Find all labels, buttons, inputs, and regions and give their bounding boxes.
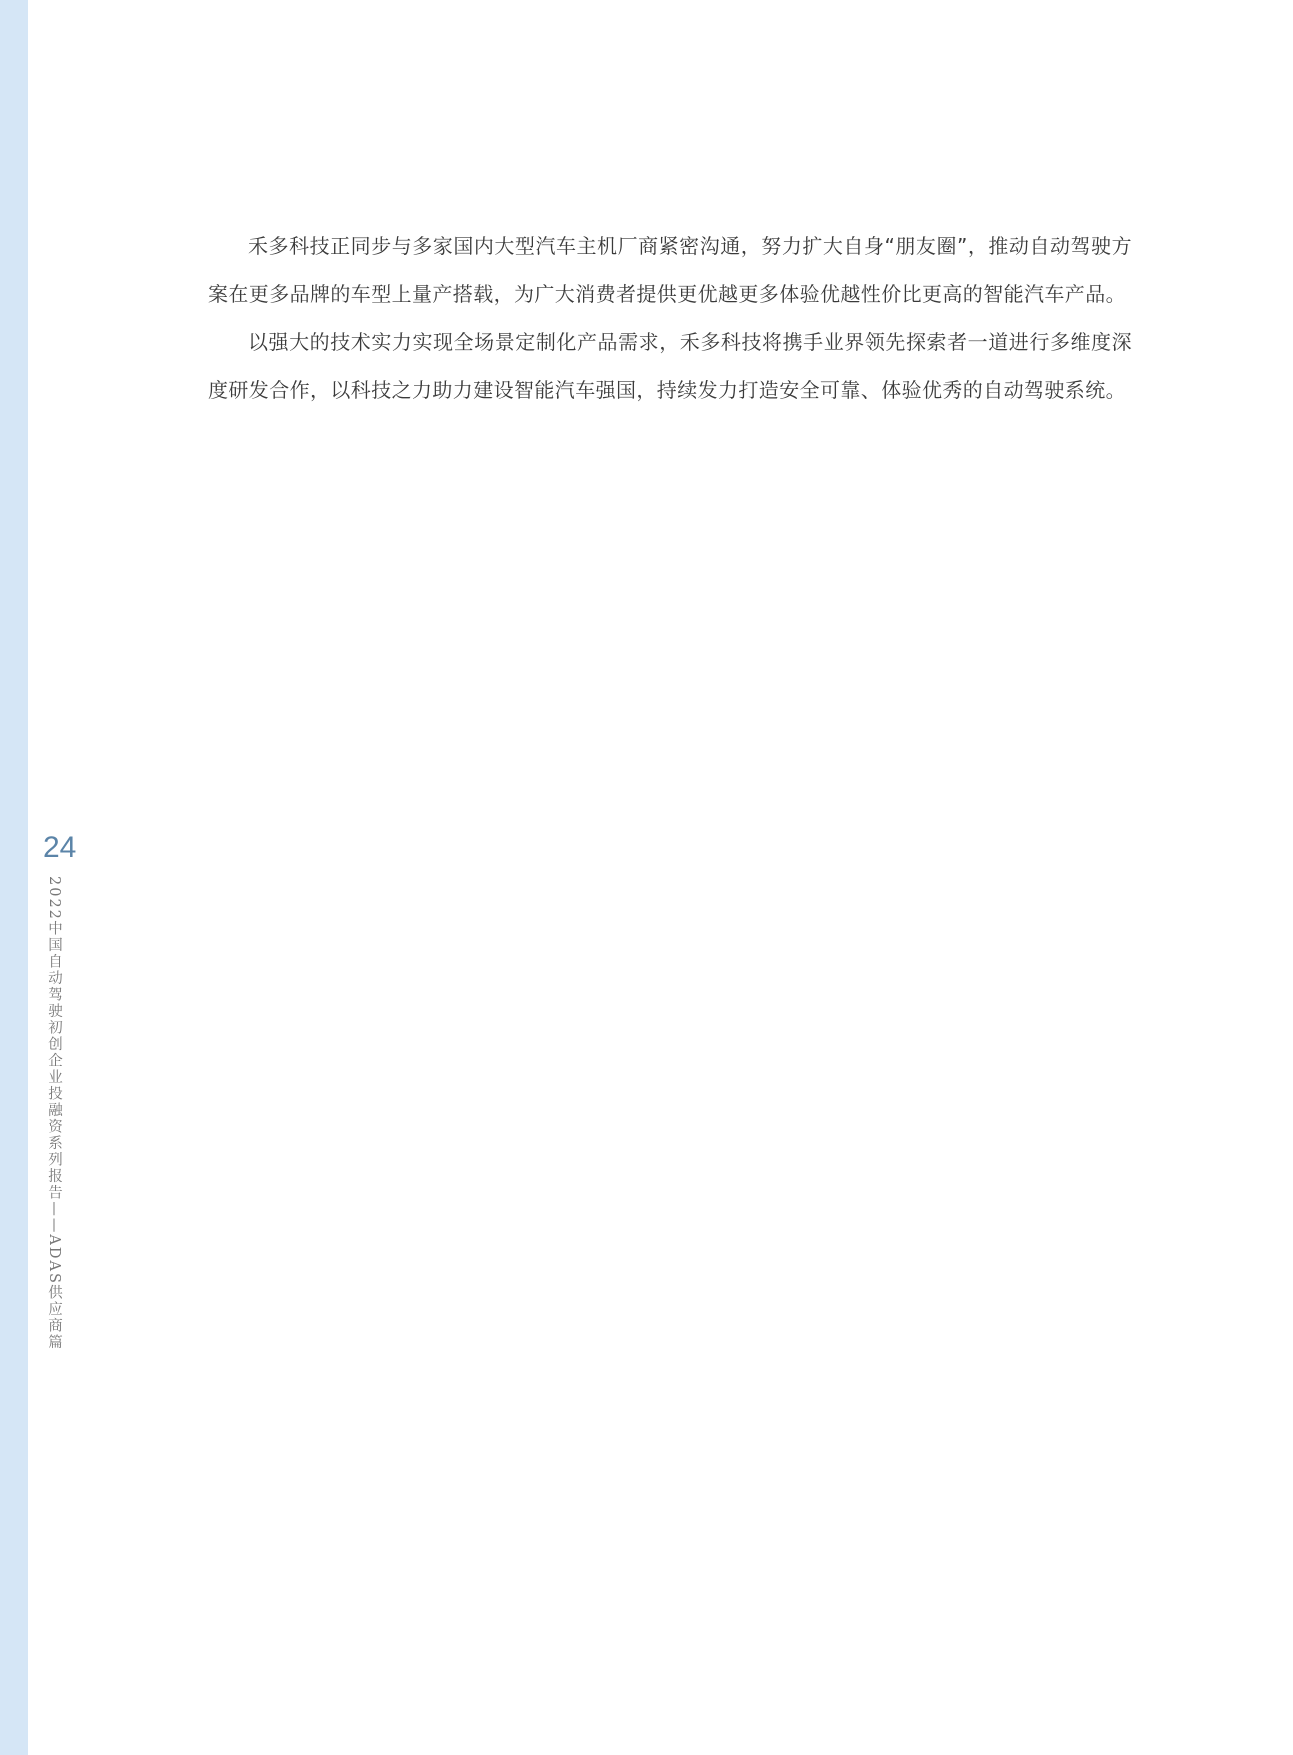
running-title: 2022中国自动驾驶初创企业投融资系列报告——ADAS供应商篇 — [46, 876, 62, 1351]
body-text — [208, 222, 1132, 414]
page-number: 24 — [43, 831, 77, 864]
paragraph-2: 以强大的技术实力实现全场景定制化产品需求，禾多科技将携手业界领先探索者一道进行多维度深度研发合作，以科技之力助力建设智能汽车强国，持续发力打造安全可靠、体验优秀的自动驾驶系统。 — [208, 330, 1132, 402]
side-color-strip — [0, 0, 28, 1755]
paragraph-1: 禾多科技正同步与多家国内大型汽车主机厂商紧密沟通，努力扩大自身“朋友圈”，推动自动驾驶方案在更多品牌的车型上量产搭载，为广大消费者提供更优越更多体验优越性价比更高的智能汽车产品。 — [208, 234, 1132, 306]
